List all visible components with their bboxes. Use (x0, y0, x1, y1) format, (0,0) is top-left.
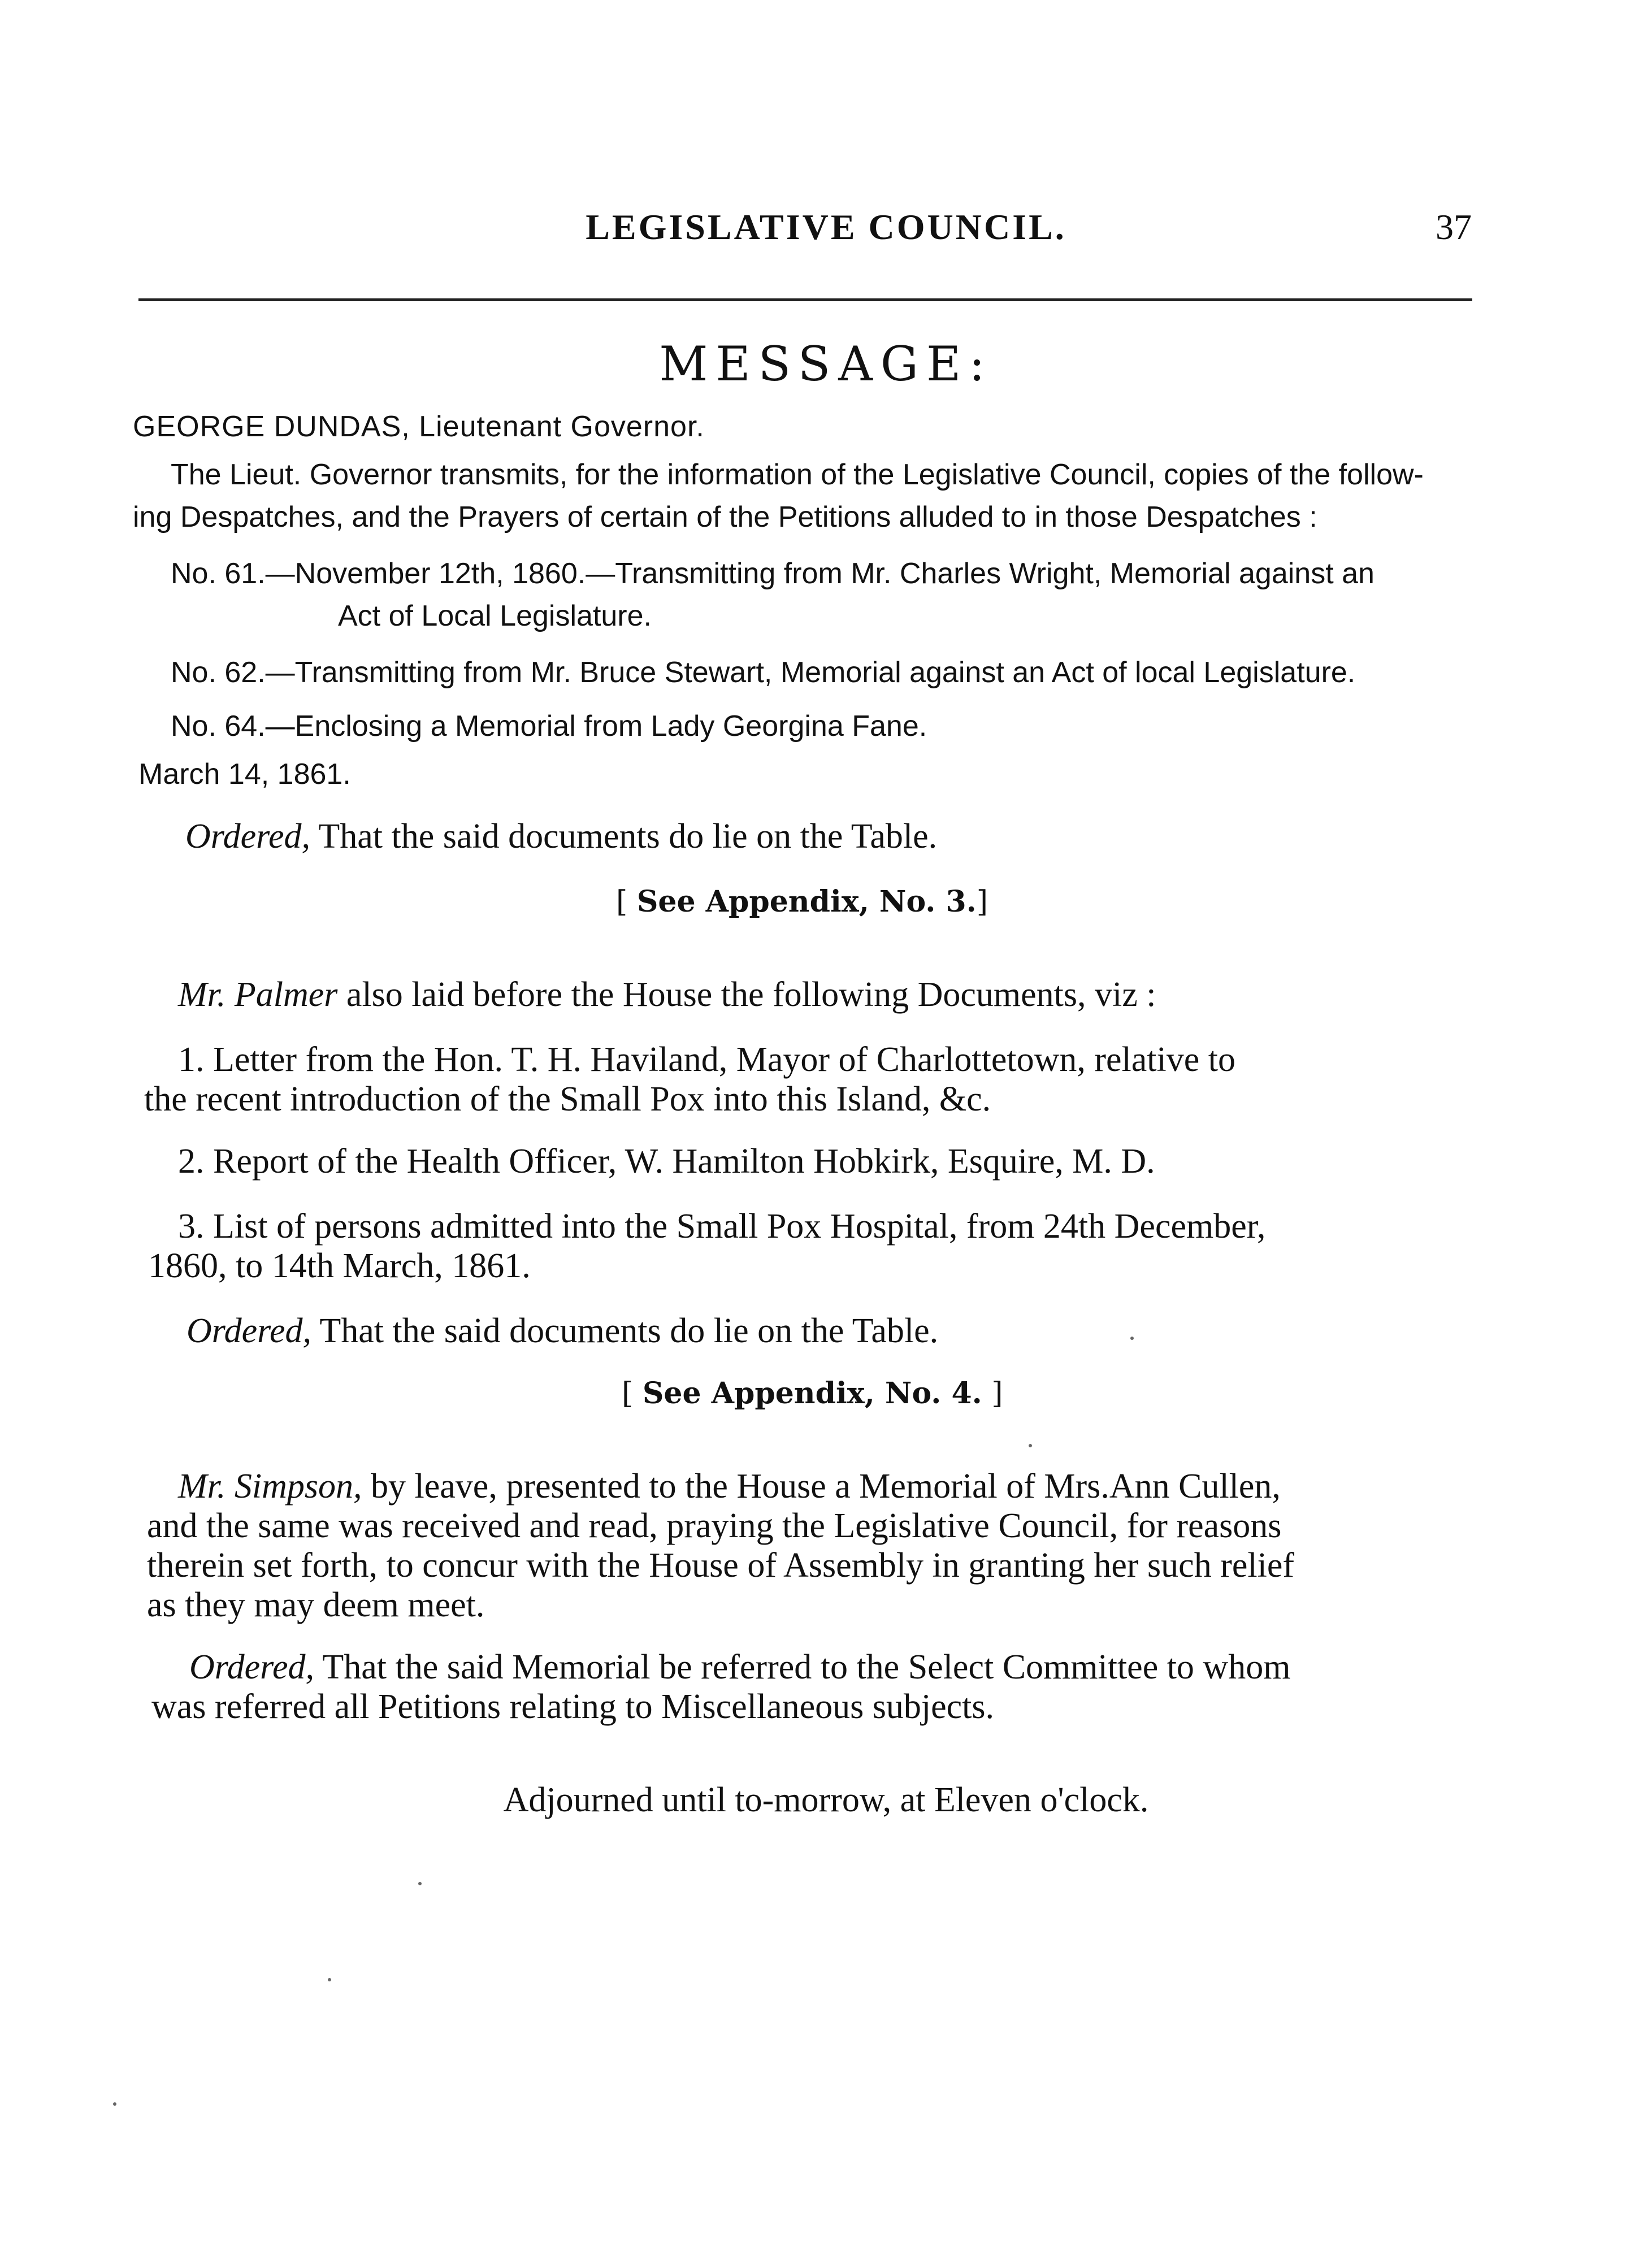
bracket-open: [ (622, 1377, 643, 1411)
page-number: 37 (1436, 207, 1472, 247)
appendix-text: See Appendix, No. 3. (636, 884, 977, 919)
despatch-64: No. 64.—Enclosing a Memorial from Lady Georgina Fane. (171, 710, 927, 743)
adjournment-notice: Adjourned until to-morrow, at Eleven o'clock. (503, 1781, 1149, 1819)
order-1 (185, 817, 937, 857)
despatch-62: No. 62.—Transmitting from Mr. Bruce Stewart, Memorial against an Act of local Legislature. (171, 656, 1356, 689)
scan-speck (418, 1882, 422, 1885)
appendix-reference-4 (622, 1376, 1003, 1411)
order-text: That the said documents do lie on the Table. (310, 817, 938, 856)
order-2 (187, 1311, 938, 1351)
appendix-text: See Appendix, No. 4. (642, 1376, 982, 1411)
despatch-61-line-2: Act of Local Legislature. (338, 600, 652, 632)
bracket-open: [ (616, 885, 637, 919)
member-name: Mr. Palmer (178, 975, 338, 1014)
document-item-3-line-2: 1860, to 14th March, 1861. (148, 1247, 531, 1285)
message-heading: MESSAGE: (659, 336, 993, 392)
ordered-label: Ordered, (187, 1312, 311, 1350)
header-rule (138, 298, 1472, 301)
document-item-3-line-1: 3. List of persons admitted into the Small Pox Hospital, from 24th December, (178, 1207, 1266, 1246)
document-item-1-line-2: the recent introduction of the Small Pox into this Island, &c. (144, 1080, 991, 1118)
ordered-label: Ordered, (185, 817, 310, 856)
scan-speck (328, 1978, 331, 1981)
scan-speck (1130, 1337, 1134, 1340)
simpson-text: by leave, presented to the House a Memorial of Mrs.Ann Cullen, (362, 1467, 1281, 1506)
simpson-line-1 (178, 1467, 1281, 1507)
simpson-line-2: and the same was received and read, praying the Legislative Council, for reasons (147, 1507, 1282, 1545)
bracket-close: ] (982, 1377, 1003, 1411)
despatch-61-line-1: No. 61.—November 12th, 1860.—Transmitting from Mr. Charles Wright, Memorial against an (171, 557, 1375, 590)
order-text: That the said documents do lie on the Table. (311, 1312, 939, 1350)
ordered-label: Ordered, (189, 1648, 314, 1686)
scan-speck (1029, 1444, 1032, 1447)
simpson-line-4: as they may deem meet. (147, 1586, 485, 1624)
simpson-line-3: therein set forth, to concur with the House of Assembly in granting her such relief (147, 1546, 1294, 1585)
appendix-reference-3 (616, 884, 988, 919)
order-text: That the said Memorial be referred to the Select Committee to whom (314, 1648, 1291, 1686)
message-date: March 14, 1861. (138, 758, 351, 791)
order-3-line-2: was referred all Petitions relating to Miscellaneous subjects. (151, 1688, 995, 1726)
message-body-line-2: ing Despatches, and the Prayers of certain of the Petitions alluded to in those Despatches : (133, 501, 1317, 533)
scan-speck (113, 2102, 116, 2106)
palmer-text: also laid before the House the following Documents, viz : (337, 975, 1156, 1014)
member-name: Mr. Simpson, (178, 1467, 362, 1506)
running-head: LEGISLATIVE COUNCIL. (586, 207, 1066, 247)
document-item-1-line-1: 1. Letter from the Hon. T. H. Haviland, Mayor of Charlottetown, relative to (178, 1040, 1235, 1079)
message-from: GEORGE DUNDAS, Lieutenant Governor. (133, 410, 705, 443)
palmer-paragraph (178, 975, 1156, 1015)
document-item-2: 2. Report of the Health Officer, W. Hamilton Hobkirk, Esquire, M. D. (178, 1142, 1155, 1181)
message-body-line-1: The Lieut. Governor transmits, for the information of the Legislative Council, copies of the follow- (171, 458, 1424, 491)
bracket-close: ] (976, 885, 988, 919)
order-3-line-1 (189, 1647, 1290, 1688)
